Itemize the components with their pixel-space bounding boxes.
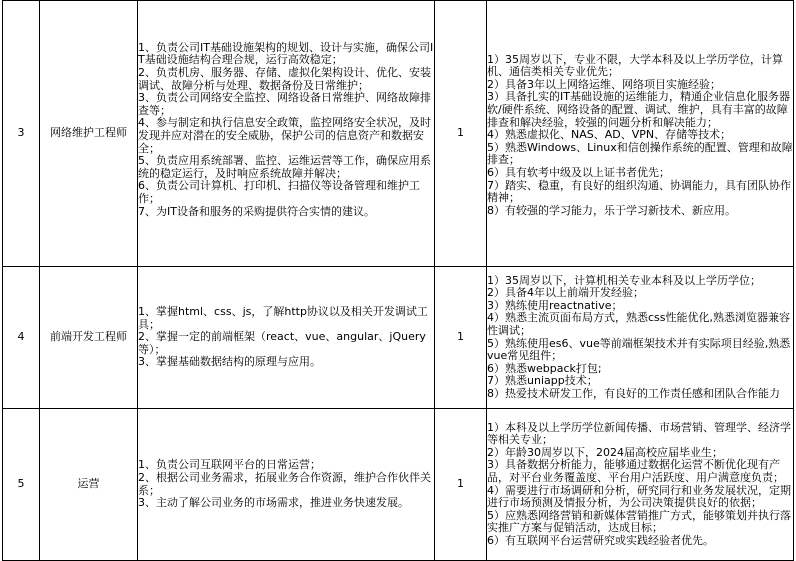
duty-item: 7、为IT设备和服务的采购提供符合实情的建议。 <box>138 204 375 218</box>
table-row <box>3 267 794 409</box>
requirement-item: 6）有互联网平台运营研究或实践经验者优先。 <box>487 533 714 547</box>
requirement-item: 4）需要进行市场调研和分析，研究同行和业务发展状况，定期进行市场预测及情报分析，为公司决策提供良好的依据； <box>487 483 791 510</box>
duty-item: 2、负责机房、服务器、存储、虚拟化架构设计、优化、安装调试、故障分析与处理、数据备份及日常维护； <box>138 66 431 92</box>
job-table <box>2 0 794 561</box>
requirement-item: 5）熟悉Windows、Linux和信创操作系统的配置、管理和故障排查； <box>487 140 793 167</box>
duty-item: 1、掌握html、css、js，了解http协议以及相关开发调试工具； <box>138 305 428 331</box>
requirement-item: 2）具备4年以上前端开发经验； <box>487 286 644 300</box>
duty-item: 3、负责公司网络安全监控、网络设备日常维护、网络故障排查等； <box>138 91 431 117</box>
job-duties <box>138 1 435 267</box>
row-number: 4 <box>3 267 40 409</box>
requirement-item: 2）具备3年以上网络运维、网络项目实施经验； <box>487 77 721 91</box>
requirement-item: 3）具备数据分析能力，能够通过数据化运营不断优化现有产品，对平台业务覆盖度、平台用户活跃度、用户满意度负责； <box>487 458 784 484</box>
job-duties <box>138 267 435 409</box>
requirement-item: 8）热爱技术研发工作，有良好的工作责任感和团队合作能力 <box>487 386 780 400</box>
job-duties <box>138 409 435 561</box>
duty-item: 3、主动了解公司业务的市场需求，推进业务快速发展。 <box>138 496 409 510</box>
table-row <box>3 409 794 561</box>
requirement-item: 5）应熟悉网络营销和新媒体营销推广方式，能够策划并执行落实推广方案与促销活动，达成目标； <box>487 508 791 535</box>
duty-item: 6、负责公司计算机、打印机、扫描仪等设备管理和维护工作； <box>138 179 420 205</box>
requirement-item: 8）有较强的学习能力，乐于学习新技术、新应用。 <box>487 203 736 217</box>
duty-item: 3、掌握基础数据结构的原理与应用。 <box>138 355 321 369</box>
requirement-item: 2）年龄30周岁以下，2024届高校应届毕业生； <box>487 445 723 459</box>
requirement-item: 6）熟悉webpack打包; <box>487 361 602 375</box>
headcount: 1 <box>435 1 487 267</box>
requirement-item: 1）35周岁以下，专业不限，大学本科及以上学历学位，计算机、通信类相关专业优先； <box>487 52 783 79</box>
requirement-item: 5）熟练使用es6、vue等前端框架技术并有实际项目经验,熟悉vue常见组件； <box>487 336 791 363</box>
duty-item: 1、负责公司IT基础设施架构的规划、设计与实施，确保公司IT基础设施结构合理合规，运行高效稳定； <box>138 40 434 67</box>
requirement-item: 7）熟悉uniapp技术； <box>487 374 598 388</box>
requirement-item: 7）踏实、稳重，有良好的组织沟通、协调能力，具有团队协作精神； <box>487 178 791 205</box>
duty-item: 2、掌握一定的前端框架（react、vue、angular、jQuery等）； <box>138 330 426 356</box>
requirement-item: 1）本科及以上学历学位新闻传播、市场营销、管理学、经济学等相关专业； <box>487 420 791 447</box>
requirement-item: 4）熟悉虚拟化、NAS、AD、VPN、存储等技术； <box>487 128 732 142</box>
duty-item: 4、参与制定和执行信息安全政策，监控网络安全状况，及时发现并应对潜在的安全威胁，保护公司的信息资产和数据安全； <box>138 116 431 155</box>
requirement-item: 3）熟练使用reactnative； <box>487 298 623 312</box>
table-row <box>3 1 794 267</box>
duty-item: 1、负责公司互联网平台的日常运营； <box>138 458 321 472</box>
row-number: 5 <box>3 409 40 561</box>
duty-item: 5、负责应用系统部署、监控、运维运营等工作，确保应用系统的稳定运行，及时响应系统故障并解决； <box>138 154 431 180</box>
requirement-item: 1）35周岁以下，计算机相关专业本科及以上学历学位； <box>487 273 761 287</box>
job-title: 运营 <box>40 409 138 561</box>
requirement-item: 3）具备扎实的IT基础设施的运维能力，精通企业信息化服务器软/硬件系统、网络设备的配置、调试、维护，具有丰富的故障排查和解决经验，较强的问题分析和解决能力； <box>487 90 790 129</box>
requirement-item: 6）具有软考中级及以上证书者优先； <box>487 165 670 179</box>
job-title: 网络维护工程师 <box>40 1 138 267</box>
job-title: 前端开发工程师 <box>40 267 138 409</box>
row-number: 3 <box>3 1 40 267</box>
requirement-item: 4）熟悉主流页面布局方式，熟悉css性能优化,熟悉浏览器兼容性调试； <box>487 311 791 337</box>
job-requirements <box>487 409 794 561</box>
headcount: 1 <box>435 267 487 409</box>
job-requirements <box>487 267 794 409</box>
headcount: 1 <box>435 409 487 561</box>
duty-item: 2、根据公司业务需求，拓展业务合作资源，维护合作伙伴关系； <box>138 470 431 497</box>
job-requirements <box>487 1 794 267</box>
